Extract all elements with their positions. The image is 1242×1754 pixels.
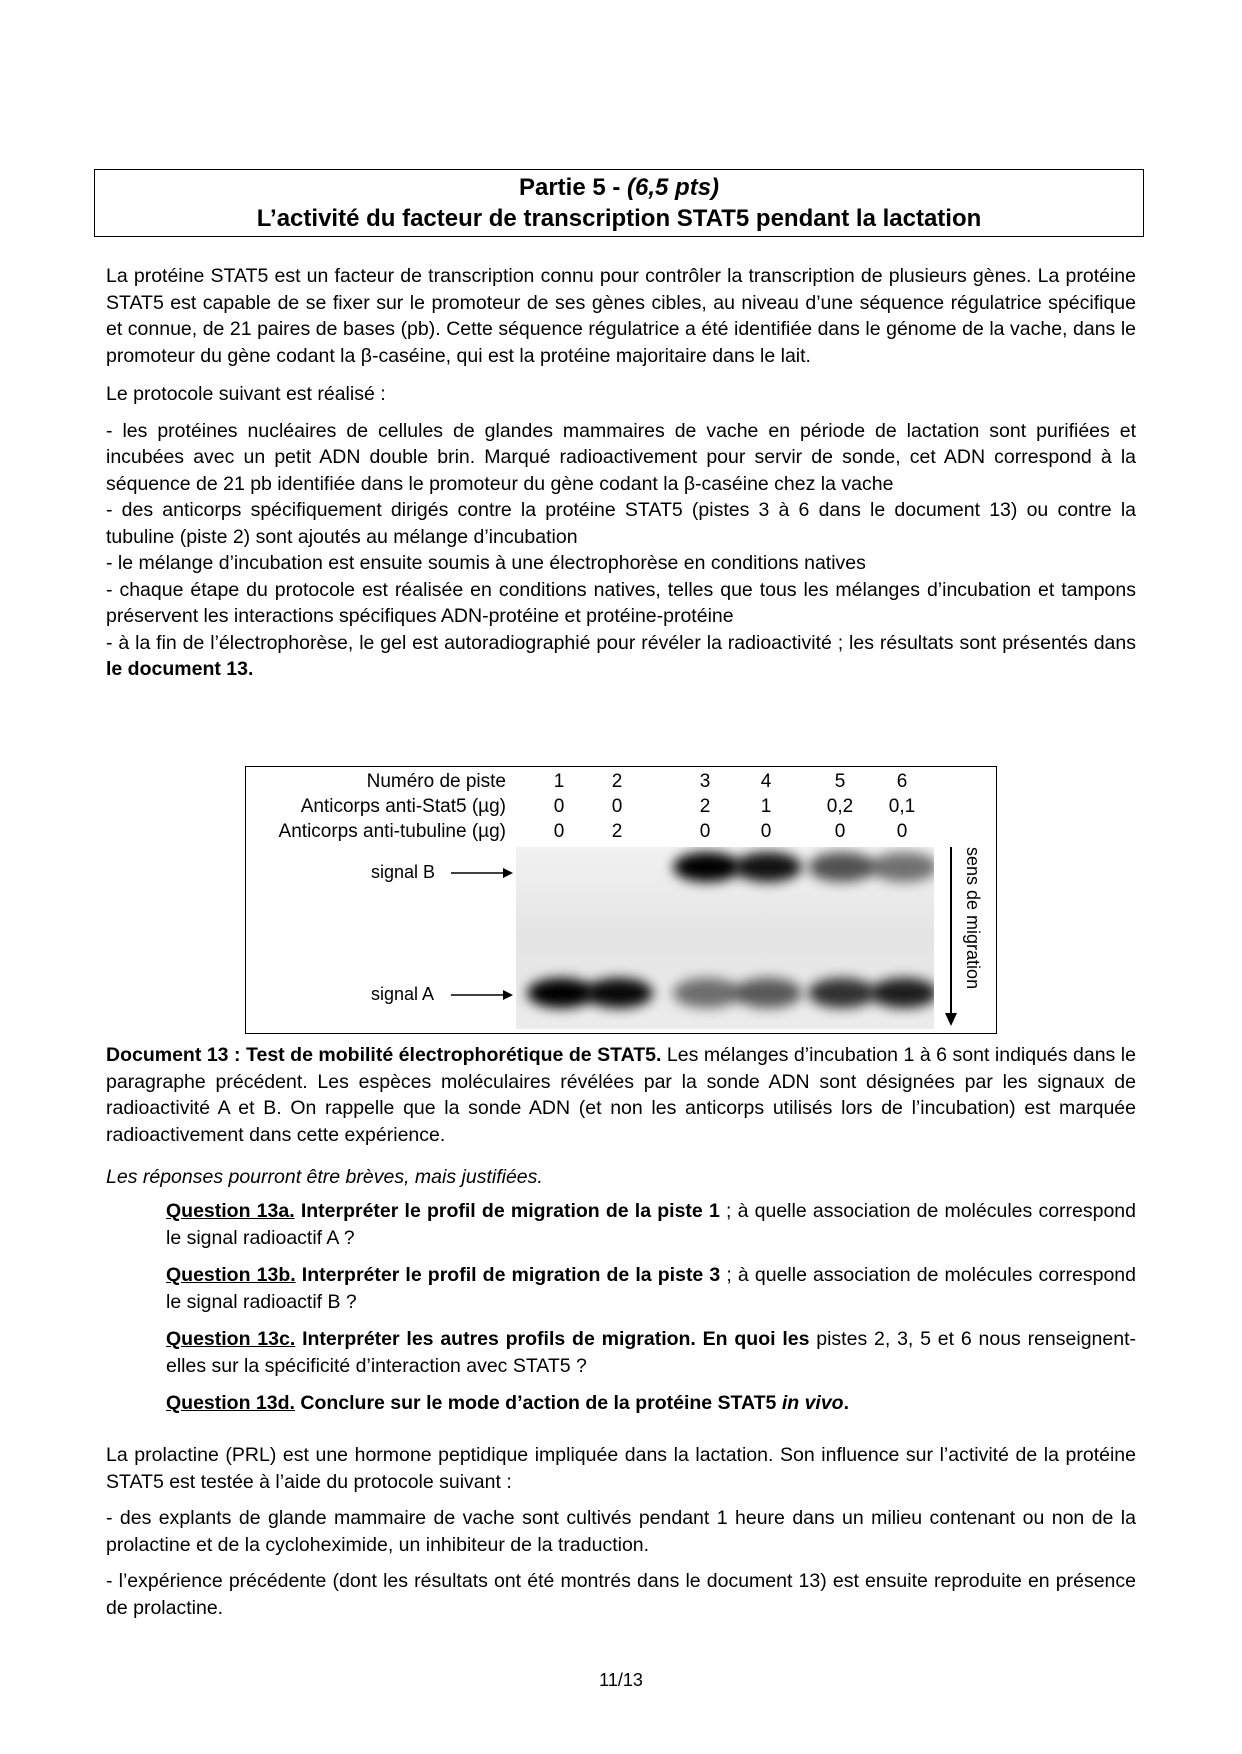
intro-section [106,263,1136,683]
question-13c-bold: Interpréter les autres profils de migration. En quoi les [295,1328,810,1350]
migration-label: sens de migration [963,847,983,990]
migration-arrow-icon [944,1013,958,1027]
question-13d-italic: in vivo [781,1392,844,1414]
part-subtitle: L’activité du facteur de transcription STAT5 pendant la lactation [256,205,982,232]
protocol-step-4: - chaque étape du protocole est réalisée en conditions natives, telles que tous les mélanges d’incubation et tampons préservent les interactions spécifiques ADN-protéine et protéine-protéine [106,578,1136,627]
question-13a-bold: Interpréter le profil de migration de la piste 1 [294,1200,720,1222]
anti-tubuline-value: 0 [896,821,908,842]
intro-paragraph: La protéine STAT5 est un facteur de transcription connu pour contrôler la transcription de plusieurs gènes. La protéine STAT5 est capable de se fixer sur le promoteur de ses gènes cibles, au niveau d’une séquence régulatrice spécifique et connue, de 21 paires de bases (pb). Cette séquence régulatrice a été identifiée dans le génome de la vache, dans le promoteur du gène codant la β-caséine, qui est la protéine majoritaire dans le lait. [106,265,1136,367]
signal-a-band [734,978,802,1008]
document-reference: le document 13. [106,658,254,680]
migration-direction [948,847,988,1029]
protocol-step-5 [106,630,1136,683]
signal-a-band [585,978,653,1008]
signal-a-band [808,978,876,1008]
instructions [106,1164,1136,1191]
anti-stat5-value: 0,2 [826,796,854,817]
anti-stat5-value: 0 [553,796,565,817]
part-title [95,172,1143,203]
part-points: (6,5 pts) [627,174,720,201]
gel-autoradiograph [516,847,934,1029]
signal-a-band [527,978,595,1008]
signal-b-label [371,862,435,883]
question-13a [166,1198,1136,1251]
signal-a-band [673,978,741,1008]
question-13d-end: . [843,1392,850,1414]
row-label-anti-stat5: Anticorps anti-Stat5 (µg) [300,796,506,817]
caption-text: Les mélanges d’incubation 1 à 6 sont indiqués dans le paragraphe précédent. Les espèces moléculaires révélées par la sonde ADN sont désignées par les signaux de radioactivité A et B. On rappelle que la sonde ADN (et non les anticorps utilisés lors de l’incubation) est marquée radioactivement dans cette expérience. [106,1044,1136,1146]
lane-number: 5 [834,771,846,792]
caption-title: Document 13 : Test de mobilité électrophorétique de STAT5. [106,1044,662,1066]
prolactine-section [106,1442,1136,1621]
figure-caption [106,1042,1136,1148]
signal-b-band [673,852,741,882]
anti-tubuline-value: 2 [611,821,623,842]
protocol-step-5-text: - à la fin de l’électrophorèse, le gel est autoradiographié pour révéler la radioactivité ; les résultats sont présentés dans [106,631,1136,654]
protocol-step-2: - des anticorps spécifiquement dirigés contre la protéine STAT5 (pistes 3 à 6 dans le document 13) ou contre la tubuline (piste 2) sont ajoutés au mélange d’incubation [106,499,1136,548]
document-13-figure [245,766,997,1034]
protocol-step-1: - les protéines nucléaires de cellules de glandes mammaires de vache en période de lactation sont purifiées et incubées avec un petit ADN double brin. Marqué radioactivement pour servir de sonde, cet ADN correspond à la séquence de 21 pb identifiée dans le promoteur du gène codant la β-caséine chez la vache [106,419,1136,495]
question-13b-bold: Interpréter le profil de migration de la piste 3 [295,1264,721,1286]
part-title-prefix: Partie 5 - [518,174,628,201]
lane-number: 1 [553,771,565,792]
prolactine-step-1: - des explants de glande mammaire de vache sont cultivés pendant 1 heure dans un milieu contenant ou non de la prolactine et de la cycloheximide, un inhibiteur de la traduction. [106,1507,1136,1556]
question-13b-label: Question 13b. [166,1264,296,1286]
question-13c-text: pistes 2, 3, 5 et 6 nous renseignent-elles sur la spécificité d’interaction avec STAT5 ? [166,1328,1136,1377]
question-13c [166,1326,1136,1379]
signal-a-label [371,984,434,1005]
question-13d-bold: Conclure sur le mode d’action de la protéine STAT5 [294,1392,782,1414]
instructions-text: Les réponses pourront être brèves, mais justifiées. [106,1166,543,1188]
protocol-intro: Le protocole suivant est réalisé : [106,383,386,405]
question-13d-label: Question 13d. [166,1392,295,1414]
lane-number: 4 [760,771,772,792]
question-13d [166,1390,1136,1417]
signal-a-arrow [451,987,513,1003]
signal-b-arrow [451,865,513,881]
anti-stat5-value: 0,1 [888,796,916,817]
signal-b-band [734,852,802,882]
signal-a-text: signal A [371,984,435,1004]
prolactine-step-2: - l’expérience précédente (dont les résultats ont été montrés dans le document 13) est ensuite reproduite en présence de prolactine. [106,1570,1136,1619]
title-box [94,169,1144,237]
protocol-step-3: - le mélange d’incubation est ensuite soumis à une électrophorèse en conditions natives [106,552,866,574]
anti-tubuline-value: 0 [553,821,565,842]
question-13b-text: ; à quelle association de molécules correspond le signal radioactif B ? [166,1264,1136,1313]
lane-number: 3 [699,771,711,792]
migration-line [950,847,952,1023]
row-label-anti-tubuline: Anticorps anti-tubuline (µg) [278,821,506,842]
lane-number: 6 [896,771,908,792]
lane-number: 2 [611,771,623,792]
row-label-lane: Numéro de piste [366,771,506,792]
page-number: 11/13 [599,1670,643,1690]
signal-b-band [808,852,876,882]
anti-stat5-value: 1 [760,796,772,817]
anti-tubuline-value: 0 [699,821,711,842]
question-13c-label: Question 13c. [166,1328,296,1350]
question-13a-text: ; à quelle association de molécules correspond le signal radioactif A ? [166,1200,1137,1249]
question-13b [166,1262,1136,1315]
anti-tubuline-value: 0 [834,821,846,842]
anti-stat5-value: 2 [699,796,711,817]
question-13a-label: Question 13a. [166,1200,295,1222]
anti-tubuline-value: 0 [760,821,772,842]
anti-stat5-value: 0 [611,796,623,817]
prolactine-intro: La prolactine (PRL) est une hormone peptidique impliquée dans la lactation. Son influence sur l’activité de la protéine STAT5 est testée à l’aide du protocole suivant : [106,1444,1136,1493]
signal-b-text: signal B [371,862,436,882]
